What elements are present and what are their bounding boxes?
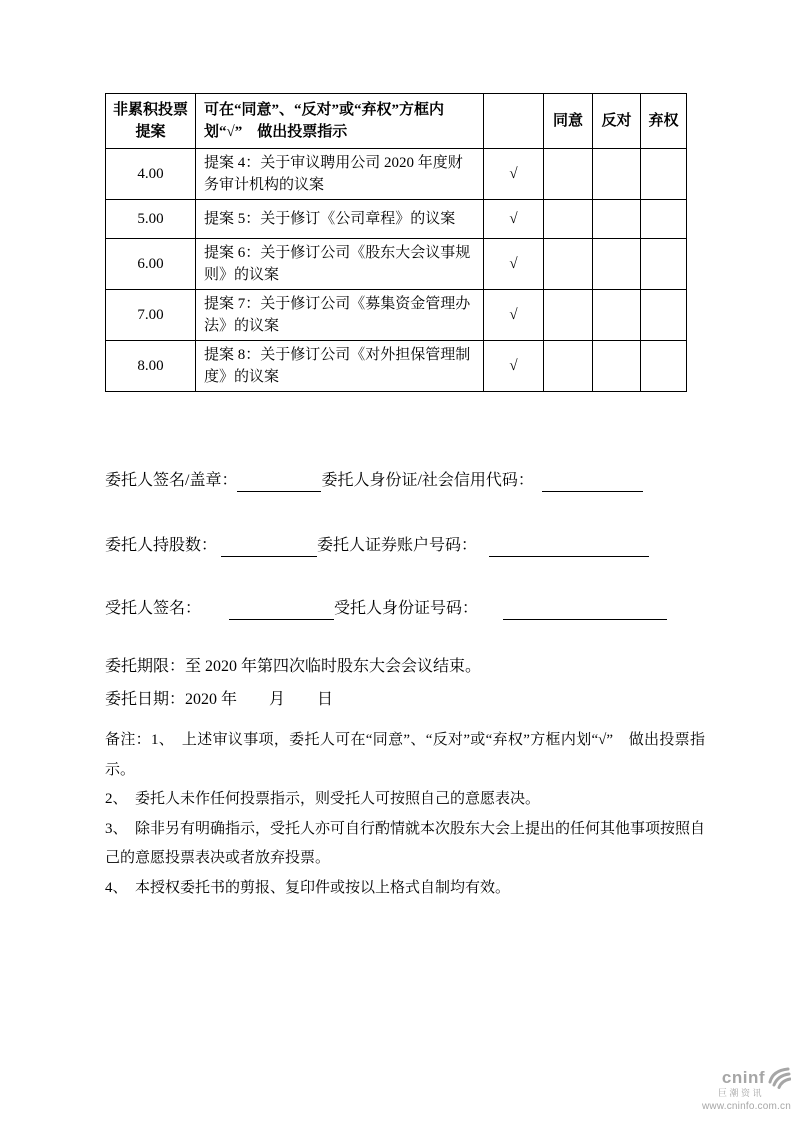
header-mark-column [484, 94, 544, 149]
principal-id-label: 委托人身份证/社会信用代码： [321, 472, 534, 489]
vote-mark-cell: √ [484, 200, 544, 239]
principal-account-label: 委托人证券账户号码： [317, 537, 478, 554]
principal-account-field [489, 540, 649, 557]
table-row-proposal-8 [106, 341, 687, 392]
header-agree: 同意 [544, 94, 593, 149]
principal-signature-label: 委托人签名/盖章： [105, 472, 238, 489]
principal-shares-field [221, 540, 317, 557]
remark-4: 4、 本授权委托书的剪报、复印件或按以上格式自制均有效。 [105, 879, 511, 896]
vote-mark-cell: √ [484, 341, 544, 392]
against-box [593, 341, 641, 392]
vote-mark-cell: √ [484, 149, 544, 200]
cninfo-swirl-icon [767, 1067, 791, 1089]
abstain-box [641, 149, 687, 200]
cninfo-logo [697, 1069, 791, 1112]
trustee-id-label: 受托人身份证号码： [334, 600, 479, 617]
remark-1: 备注：1、 上述审议事项，委托人可在“同意”、“反对”或“弃权”方框内划“√” 做出投票指示。 [105, 732, 705, 778]
abstain-box [641, 290, 687, 341]
proposal-description: 提案 5：关于修订《公司章程》的议案 [196, 200, 484, 239]
principal-id-field [542, 475, 643, 492]
principal-signature-field [237, 475, 321, 492]
proposal-number: 4.00 [106, 149, 196, 200]
proposal-number: 8.00 [106, 341, 196, 392]
proposal-description: 提案 7：关于修订公司《募集资金管理办法》的议案 [196, 290, 484, 341]
header-abstain: 弃权 [641, 94, 687, 149]
agree-box [544, 239, 593, 290]
agree-box [544, 200, 593, 239]
against-box [593, 290, 641, 341]
proposal-number: 7.00 [106, 290, 196, 341]
header-proposal-number: 非累积投票提案 [106, 94, 196, 149]
trustee-signature-field [229, 603, 334, 620]
header-against: 反对 [593, 94, 641, 149]
remark-3: 3、 除非另有明确指示，受托人亦可自行酌情就本次股东大会上提出的任何其他事项按照自己的意愿投票表决或者放弃投票。 [105, 820, 706, 866]
vote-mark-cell: √ [484, 290, 544, 341]
table-row-proposal-5 [106, 200, 687, 239]
proxy-period-line: 委托期限：至 2020 年第四次临时股东大会会议结束。 [105, 658, 482, 675]
table-header-row [106, 94, 687, 149]
cninfo-brand-chinese: 巨潮资讯 [717, 1088, 764, 1098]
trustee-signature-line [105, 598, 667, 620]
trustee-signature-label: 受托人签名： [105, 600, 202, 617]
proposal-number: 6.00 [106, 239, 196, 290]
abstain-box [641, 200, 687, 239]
principal-signature-line [105, 470, 643, 492]
agree-box [544, 290, 593, 341]
proposal-number: 5.00 [106, 200, 196, 239]
trustee-id-field [503, 603, 667, 620]
table-row-proposal-7 [106, 290, 687, 341]
remark-2: 2、 委托人未作任何投票指示，则受托人可按照自己的意愿表决。 [105, 791, 541, 807]
voting-table [105, 93, 687, 392]
against-box [593, 200, 641, 239]
table-row-proposal-6 [106, 239, 687, 290]
vote-mark-cell: √ [484, 239, 544, 290]
header-voting-instruction: 可在“同意”、“反对”或“弃权”方框内划“√” 做出投票指示 [196, 94, 484, 149]
proxy-date-line: 委托日期：2020 年 月 日 [105, 691, 334, 708]
against-box [593, 149, 641, 200]
against-box [593, 239, 641, 290]
principal-shares-line [105, 535, 649, 557]
cninfo-brand-text: cninf [721, 1068, 765, 1087]
proposal-description: 提案 6：关于修订公司《股东大会议事规则》的议案 [196, 239, 484, 290]
abstain-box [641, 239, 687, 290]
remarks-section [105, 726, 705, 903]
proposal-description: 提案 4：关于审议聘用公司 2020 年度财务审计机构的议案 [196, 149, 484, 200]
agree-box [544, 341, 593, 392]
abstain-box [641, 341, 687, 392]
proposal-description: 提案 8：关于修订公司《对外担保管理制度》的议案 [196, 341, 484, 392]
table-row-proposal-4 [106, 149, 687, 200]
cninfo-url: www.cninfo.com.cn [702, 1101, 791, 1112]
agree-box [544, 149, 593, 200]
principal-shares-label: 委托人持股数： [105, 537, 218, 554]
